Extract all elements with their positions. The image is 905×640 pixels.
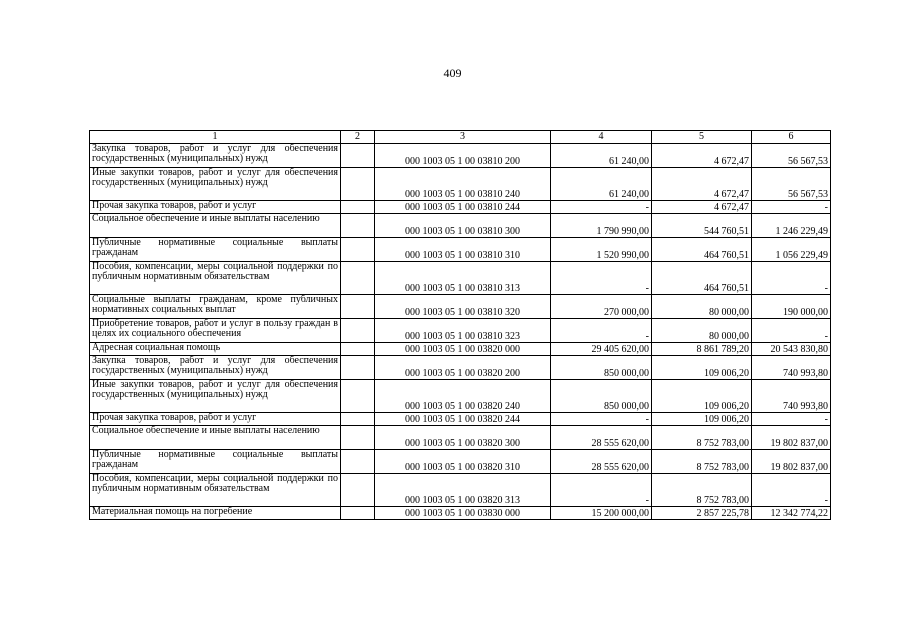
value-col5: 464 760,51 xyxy=(652,262,752,295)
row-name: Прочая закупка товаров, работ и услуг xyxy=(90,201,341,214)
value-col4: 270 000,00 xyxy=(551,295,652,319)
budget-code: 000 1003 05 1 00 03820 000 xyxy=(375,343,551,356)
table-row xyxy=(90,356,831,380)
value-col4: 29 405 620,00 xyxy=(551,343,652,356)
value-col5: 109 006,20 xyxy=(652,380,752,413)
row-name: Материальная помощь на погребение xyxy=(90,507,341,520)
value-col4: - xyxy=(551,319,652,343)
table-row xyxy=(90,238,831,262)
value-col6: 19 802 837,00 xyxy=(752,426,831,450)
value-col5: 80 000,00 xyxy=(652,295,752,319)
table-row xyxy=(90,262,831,295)
row-col2 xyxy=(341,168,375,201)
budget-code: 000 1003 05 1 00 03810 300 xyxy=(375,214,551,238)
table-row xyxy=(90,319,831,343)
value-col4: 28 555 620,00 xyxy=(551,426,652,450)
row-name: Социальное обеспечение и иные выплаты населению xyxy=(90,426,341,450)
budget-code: 000 1003 05 1 00 03810 240 xyxy=(375,168,551,201)
column-header: 1 xyxy=(90,131,341,144)
table-row xyxy=(90,413,831,426)
row-name: Прочая закупка товаров, работ и услуг xyxy=(90,413,341,426)
value-col4: 1 790 990,00 xyxy=(551,214,652,238)
value-col5: 109 006,20 xyxy=(652,413,752,426)
row-col2 xyxy=(341,343,375,356)
column-header: 6 xyxy=(752,131,831,144)
value-col4: 61 240,00 xyxy=(551,144,652,168)
value-col5: 4 672,47 xyxy=(652,144,752,168)
budget-code: 000 1003 05 1 00 03810 323 xyxy=(375,319,551,343)
row-col2 xyxy=(341,507,375,520)
row-col2 xyxy=(341,356,375,380)
column-header: 3 xyxy=(375,131,551,144)
table-row xyxy=(90,214,831,238)
budget-code: 000 1003 05 1 00 03820 240 xyxy=(375,380,551,413)
table-header-row xyxy=(90,131,831,144)
value-col6: - xyxy=(752,413,831,426)
value-col5: 2 857 225,78 xyxy=(652,507,752,520)
table-row xyxy=(90,201,831,214)
value-col4: 850 000,00 xyxy=(551,380,652,413)
row-name: Публичные нормативные социальные выплаты гражданам xyxy=(90,450,341,474)
value-col4: - xyxy=(551,413,652,426)
value-col6: 20 543 830,80 xyxy=(752,343,831,356)
row-name: Иные закупки товаров, работ и услуг для обеспечения государственных (муниципальных) нужд xyxy=(90,168,341,201)
value-col6: - xyxy=(752,262,831,295)
row-name: Закупка товаров, работ и услуг для обеспечения государственных (муниципальных) нужд xyxy=(90,144,341,168)
value-col6: 19 802 837,00 xyxy=(752,450,831,474)
value-col5: 8 752 783,00 xyxy=(652,450,752,474)
value-col5: 8 752 783,00 xyxy=(652,474,752,507)
budget-code: 000 1003 05 1 00 03820 200 xyxy=(375,356,551,380)
row-col2 xyxy=(341,380,375,413)
row-name: Иные закупки товаров, работ и услуг для обеспечения государственных (муниципальных) нужд xyxy=(90,380,341,413)
value-col6: - xyxy=(752,319,831,343)
row-col2 xyxy=(341,426,375,450)
budget-code: 000 1003 05 1 00 03820 244 xyxy=(375,413,551,426)
value-col4: 61 240,00 xyxy=(551,168,652,201)
row-col2 xyxy=(341,201,375,214)
table-row xyxy=(90,426,831,450)
value-col5: 109 006,20 xyxy=(652,356,752,380)
table-row xyxy=(90,450,831,474)
table-row xyxy=(90,168,831,201)
value-col6: 740 993,80 xyxy=(752,380,831,413)
value-col6: 1 056 229,49 xyxy=(752,238,831,262)
value-col5: 4 672,47 xyxy=(652,168,752,201)
row-col2 xyxy=(341,413,375,426)
value-col6: 56 567,53 xyxy=(752,168,831,201)
table-row xyxy=(90,144,831,168)
row-name: Социальное обеспечение и иные выплаты населению xyxy=(90,214,341,238)
row-name: Социальные выплаты гражданам, кроме публичных нормативных социальных выплат xyxy=(90,295,341,319)
table-row xyxy=(90,295,831,319)
row-col2 xyxy=(341,238,375,262)
value-col5: 8 861 789,20 xyxy=(652,343,752,356)
value-col6: 12 342 774,22 xyxy=(752,507,831,520)
row-col2 xyxy=(341,144,375,168)
page-number: 409 xyxy=(443,66,462,80)
budget-code: 000 1003 05 1 00 03810 244 xyxy=(375,201,551,214)
value-col6: 190 000,00 xyxy=(752,295,831,319)
row-col2 xyxy=(341,214,375,238)
column-header: 5 xyxy=(652,131,752,144)
budget-code: 000 1003 05 1 00 03820 300 xyxy=(375,426,551,450)
row-name: Пособия, компенсации, меры социальной поддержки по публичным нормативным обязательствам xyxy=(90,262,341,295)
value-col4: 28 555 620,00 xyxy=(551,450,652,474)
row-name: Приобретение товаров, работ и услуг в пользу граждан в целях их социального обеспечения xyxy=(90,319,341,343)
row-col2 xyxy=(341,319,375,343)
table-row xyxy=(90,343,831,356)
value-col4: 15 200 000,00 xyxy=(551,507,652,520)
row-name: Закупка товаров, работ и услуг для обеспечения государственных (муниципальных) нужд xyxy=(90,356,341,380)
value-col4: 1 520 990,00 xyxy=(551,238,652,262)
value-col4: - xyxy=(551,262,652,295)
budget-code: 000 1003 05 1 00 03810 320 xyxy=(375,295,551,319)
value-col4: 850 000,00 xyxy=(551,356,652,380)
column-header: 4 xyxy=(551,131,652,144)
row-col2 xyxy=(341,450,375,474)
budget-code: 000 1003 05 1 00 03820 310 xyxy=(375,450,551,474)
table-row xyxy=(90,474,831,507)
row-name: Адресная социальная помощь xyxy=(90,343,341,356)
table-row xyxy=(90,380,831,413)
budget-code: 000 1003 05 1 00 03810 310 xyxy=(375,238,551,262)
value-col5: 464 760,51 xyxy=(652,238,752,262)
row-col2 xyxy=(341,474,375,507)
table-row xyxy=(90,507,831,520)
budget-code: 000 1003 05 1 00 03830 000 xyxy=(375,507,551,520)
value-col6: 740 993,80 xyxy=(752,356,831,380)
column-header: 2 xyxy=(341,131,375,144)
row-name: Пособия, компенсации, меры социальной поддержки по публичным нормативным обязательствам xyxy=(90,474,341,507)
budget-code: 000 1003 05 1 00 03810 200 xyxy=(375,144,551,168)
value-col6: - xyxy=(752,201,831,214)
budget-table xyxy=(89,130,831,520)
budget-code: 000 1003 05 1 00 03810 313 xyxy=(375,262,551,295)
budget-code: 000 1003 05 1 00 03820 313 xyxy=(375,474,551,507)
value-col5: 8 752 783,00 xyxy=(652,426,752,450)
value-col6: 56 567,53 xyxy=(752,144,831,168)
value-col6: 1 246 229,49 xyxy=(752,214,831,238)
row-col2 xyxy=(341,295,375,319)
value-col4: - xyxy=(551,201,652,214)
value-col6: - xyxy=(752,474,831,507)
row-col2 xyxy=(341,262,375,295)
value-col5: 80 000,00 xyxy=(652,319,752,343)
value-col5: 4 672,47 xyxy=(652,201,752,214)
value-col4: - xyxy=(551,474,652,507)
row-name: Публичные нормативные социальные выплаты гражданам xyxy=(90,238,341,262)
value-col5: 544 760,51 xyxy=(652,214,752,238)
